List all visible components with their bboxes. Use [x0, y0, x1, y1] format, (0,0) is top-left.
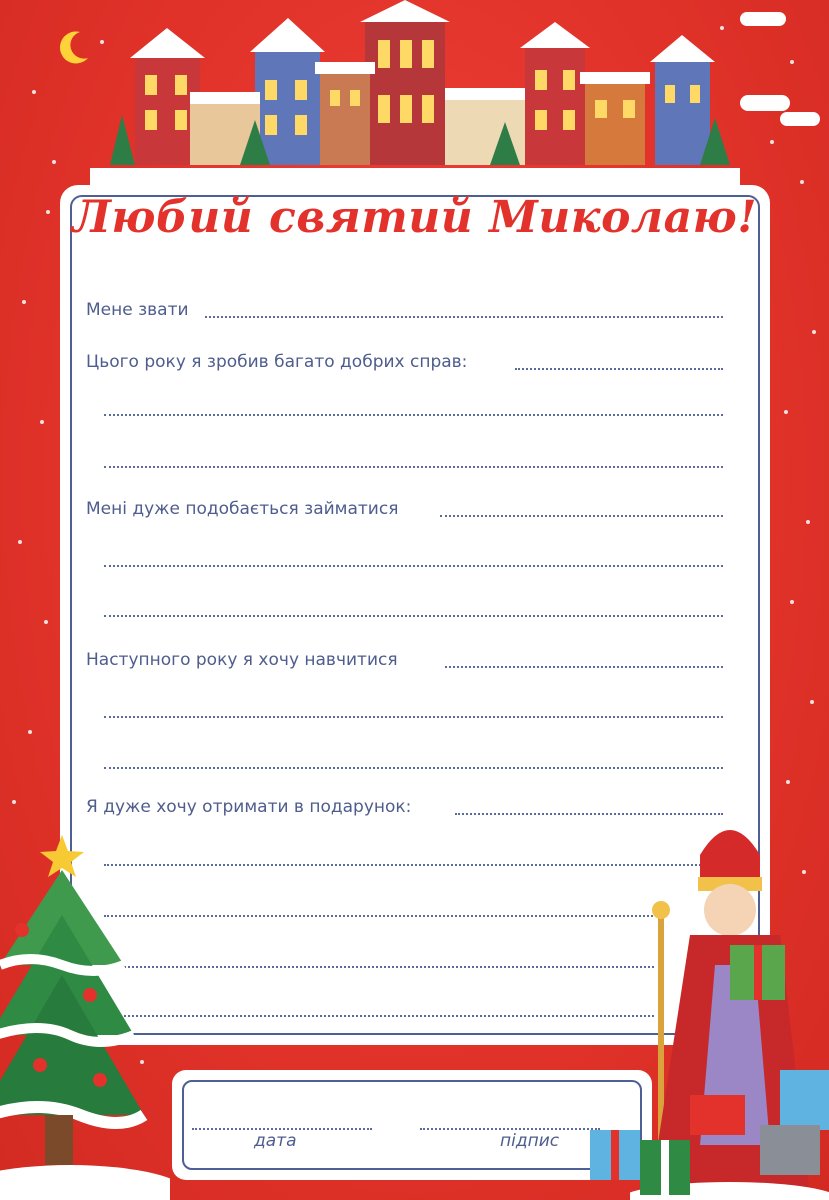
- signature-line[interactable]: [420, 1128, 600, 1130]
- christmas-tree-illustration: [0, 825, 170, 1200]
- learn-line[interactable]: [104, 767, 723, 769]
- good-deeds-line[interactable]: [104, 466, 723, 468]
- learn-line[interactable]: [445, 666, 723, 668]
- date-label: дата: [254, 1131, 297, 1151]
- name-line[interactable]: [205, 316, 723, 318]
- letter-title: Любий святий Миколаю!: [71, 192, 758, 243]
- good-deeds-label: Цього року я зробив багато добрих справ:: [86, 352, 468, 372]
- gift-wish-line[interactable]: [104, 966, 654, 968]
- gift-wish-label: Я дуже хочу отримати в подарунок:: [86, 797, 412, 817]
- hobbies-line[interactable]: [440, 515, 723, 517]
- hobbies-line[interactable]: [104, 615, 723, 617]
- learn-line[interactable]: [104, 716, 723, 718]
- gift-wish-line[interactable]: [104, 1015, 654, 1017]
- hobbies-line[interactable]: [104, 565, 723, 567]
- signature-box-border: [182, 1080, 642, 1170]
- signature-label: підпис: [500, 1131, 560, 1151]
- cloud: [780, 112, 820, 126]
- gift-wish-line[interactable]: [104, 915, 664, 917]
- gift-boxes-illustration: [585, 1110, 705, 1200]
- date-line[interactable]: [192, 1128, 372, 1130]
- hobbies-label: Мені дуже подобається займатися: [86, 499, 399, 519]
- learn-label: Наступного року я хочу навчитися: [86, 650, 398, 670]
- gift-wish-line[interactable]: [104, 864, 704, 866]
- name-label: Мене звати: [86, 300, 189, 320]
- good-deeds-line[interactable]: [515, 368, 723, 370]
- christmas-village-illustration: [60, 0, 760, 190]
- good-deeds-line[interactable]: [104, 414, 723, 416]
